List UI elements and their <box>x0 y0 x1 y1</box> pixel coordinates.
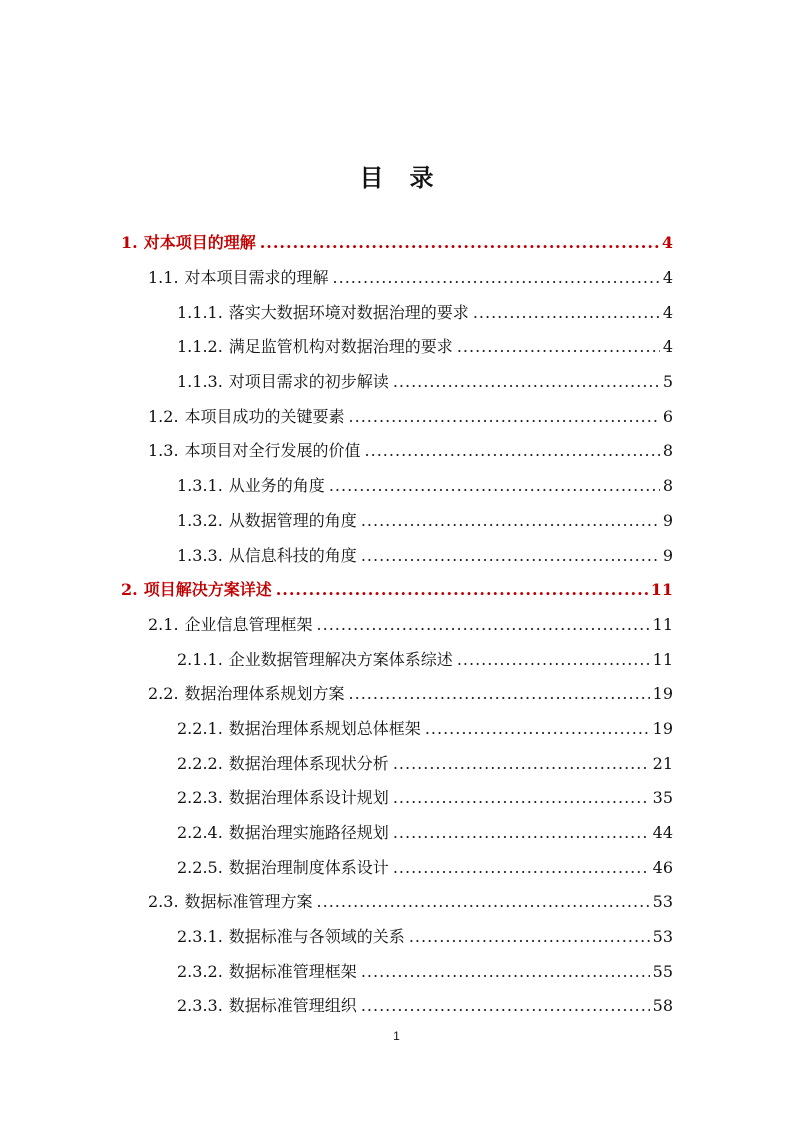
toc-entry-number: 1.3.3. <box>177 545 223 565</box>
toc-entry-number: 1.1. <box>148 268 179 288</box>
toc-entry[interactable] <box>0 920 673 955</box>
toc-entry[interactable] <box>0 642 673 677</box>
toc-entry-number: 2.2.1. <box>177 718 223 738</box>
toc-entry-page: 35 <box>652 788 673 808</box>
toc-entry[interactable] <box>0 434 673 469</box>
toc-dot-leader <box>361 511 660 531</box>
toc-dot-leader <box>457 650 650 670</box>
toc-entry-number: 2. <box>121 580 138 600</box>
toc-entry-page: 53 <box>652 927 673 947</box>
toc-entry-page: 58 <box>652 996 673 1016</box>
toc-entry-label: 数据治理体系规划总体框架 <box>228 718 421 738</box>
toc-entry-number: 2.2.4. <box>177 823 223 843</box>
toc-entry-label: 项目解决方案详述 <box>143 580 272 600</box>
toc-entry[interactable] <box>0 399 673 434</box>
toc-entry-page: 9 <box>662 510 673 530</box>
toc-entry-label: 对项目需求的初步解读 <box>228 372 389 392</box>
toc-entry-label: 企业信息管理框架 <box>184 614 313 634</box>
toc-entry-number: 1.3. <box>148 441 179 461</box>
toc-entry-page: 5 <box>662 372 673 392</box>
toc-entry-page: 11 <box>652 649 673 669</box>
toc-entry[interactable] <box>0 712 673 747</box>
toc-entry-number: 1.1.1. <box>177 302 223 322</box>
toc-entry-number: 2.2.5. <box>177 857 223 877</box>
toc-entry-label: 数据治理体系规划方案 <box>184 684 345 704</box>
toc-entry-label: 数据标准管理方案 <box>184 892 313 912</box>
toc-entry-page: 4 <box>661 233 673 253</box>
toc-entry-label: 对本项目的理解 <box>143 233 256 253</box>
toc-dot-leader <box>365 441 660 461</box>
toc-entry-label: 数据治理体系现状分析 <box>228 753 389 773</box>
toc-entry-page: 9 <box>662 545 673 565</box>
toc-entry-page: 6 <box>662 406 673 426</box>
toc-entry[interactable] <box>0 989 673 1024</box>
toc-dot-leader <box>361 962 650 982</box>
toc-dot-leader <box>260 233 659 253</box>
toc-entry[interactable] <box>0 295 673 330</box>
toc-entry-page: 53 <box>652 892 673 912</box>
toc-entry-number: 2.2. <box>148 684 179 704</box>
toc-entry-page: 11 <box>650 580 673 600</box>
toc-title: 目录 <box>359 163 460 192</box>
toc-entry-number: 1.3.1. <box>177 476 223 496</box>
toc-entry[interactable] <box>0 538 673 573</box>
toc-entry-label: 数据治理实施路径规划 <box>228 823 389 843</box>
toc-entry-label: 数据标准与各领域的关系 <box>228 927 405 947</box>
toc-entry-label: 数据治理制度体系设计 <box>228 857 389 877</box>
toc-dot-leader <box>393 754 650 774</box>
toc-dot-leader <box>393 858 650 878</box>
toc-entry-label: 从信息科技的角度 <box>228 545 357 565</box>
toc-entry-label: 数据标准管理框架 <box>228 961 357 981</box>
toc-dot-leader <box>457 337 660 357</box>
toc-entry-label: 本项目对全行发展的价值 <box>184 441 361 461</box>
toc-dot-leader <box>333 268 660 288</box>
toc-entry-label: 数据治理体系设计规划 <box>228 788 389 808</box>
toc-entry-label: 从业务的角度 <box>228 476 325 496</box>
toc-dot-leader <box>349 407 660 427</box>
toc-entry[interactable] <box>0 573 673 608</box>
toc-entry-page: 8 <box>662 476 673 496</box>
toc-entry[interactable] <box>0 781 673 816</box>
toc-dot-leader <box>393 823 650 843</box>
toc-dot-leader <box>393 788 650 808</box>
toc-entry-page: 46 <box>652 857 673 877</box>
toc-dot-leader <box>361 996 650 1016</box>
toc-entry[interactable] <box>0 469 673 504</box>
toc-entry[interactable] <box>0 677 673 712</box>
toc-entry-number: 1.1.3. <box>177 372 223 392</box>
toc-entry-number: 1. <box>121 233 138 253</box>
toc-entry[interactable] <box>0 885 673 920</box>
toc-entry-page: 19 <box>652 684 673 704</box>
toc-dot-leader <box>361 546 660 566</box>
toc-entry-page: 44 <box>652 823 673 843</box>
toc-entry-page: 4 <box>662 268 673 288</box>
toc-entry-label: 本项目成功的关键要素 <box>184 406 345 426</box>
page-number: 1 <box>393 1029 400 1043</box>
toc-dot-leader <box>473 303 660 323</box>
toc-entry[interactable] <box>0 608 673 643</box>
toc-entry-page: 11 <box>652 614 673 634</box>
toc-entry-label: 从数据管理的角度 <box>228 510 357 530</box>
toc-dot-leader <box>329 476 660 496</box>
toc-entry-label: 满足监管机构对数据治理的要求 <box>228 337 453 357</box>
toc-entry-number: 2.3. <box>148 892 179 912</box>
toc-entry-number: 1.1.2. <box>177 337 223 357</box>
toc-dot-leader <box>317 892 650 912</box>
toc-entry-number: 1.2. <box>148 406 179 426</box>
toc-entry[interactable] <box>0 954 673 989</box>
toc-entry-number: 2.1.1. <box>177 649 223 669</box>
toc-entry[interactable] <box>0 226 673 261</box>
toc-dot-leader <box>276 580 648 600</box>
toc-entry-number: 2.3.1. <box>177 927 223 947</box>
toc-entry[interactable] <box>0 504 673 539</box>
toc-entry-label: 数据标准管理组织 <box>228 996 357 1016</box>
toc-list <box>0 226 793 1024</box>
toc-entry[interactable] <box>0 365 673 400</box>
toc-entry[interactable] <box>0 261 673 296</box>
toc-entry-number: 2.2.2. <box>177 753 223 773</box>
toc-entry-page: 55 <box>652 961 673 981</box>
toc-dot-leader <box>393 372 660 392</box>
toc-entry-page: 19 <box>652 718 673 738</box>
toc-entry-label: 落实大数据环境对数据治理的要求 <box>228 302 469 322</box>
toc-entry-number: 2.3.2. <box>177 961 223 981</box>
toc-entry-page: 4 <box>662 302 673 322</box>
toc-entry-number: 2.2.3. <box>177 788 223 808</box>
toc-entry[interactable] <box>0 816 673 851</box>
toc-dot-leader <box>349 684 650 704</box>
toc-entry-number: 1.3.2. <box>177 510 223 530</box>
toc-dot-leader <box>425 719 650 739</box>
toc-entry-label: 企业数据管理解决方案体系综述 <box>228 649 453 669</box>
toc-entry[interactable] <box>0 330 673 365</box>
toc-entry-label: 对本项目需求的理解 <box>184 268 329 288</box>
toc-entry-number: 2.3.3. <box>177 996 223 1016</box>
toc-entry-page: 4 <box>662 337 673 357</box>
toc-entry-number: 2.1. <box>148 614 179 634</box>
toc-entry[interactable] <box>0 850 673 885</box>
toc-dot-leader <box>409 927 650 947</box>
toc-entry-page: 21 <box>652 753 673 773</box>
toc-entry-page: 8 <box>662 441 673 461</box>
toc-dot-leader <box>317 615 650 635</box>
toc-entry[interactable] <box>0 746 673 781</box>
